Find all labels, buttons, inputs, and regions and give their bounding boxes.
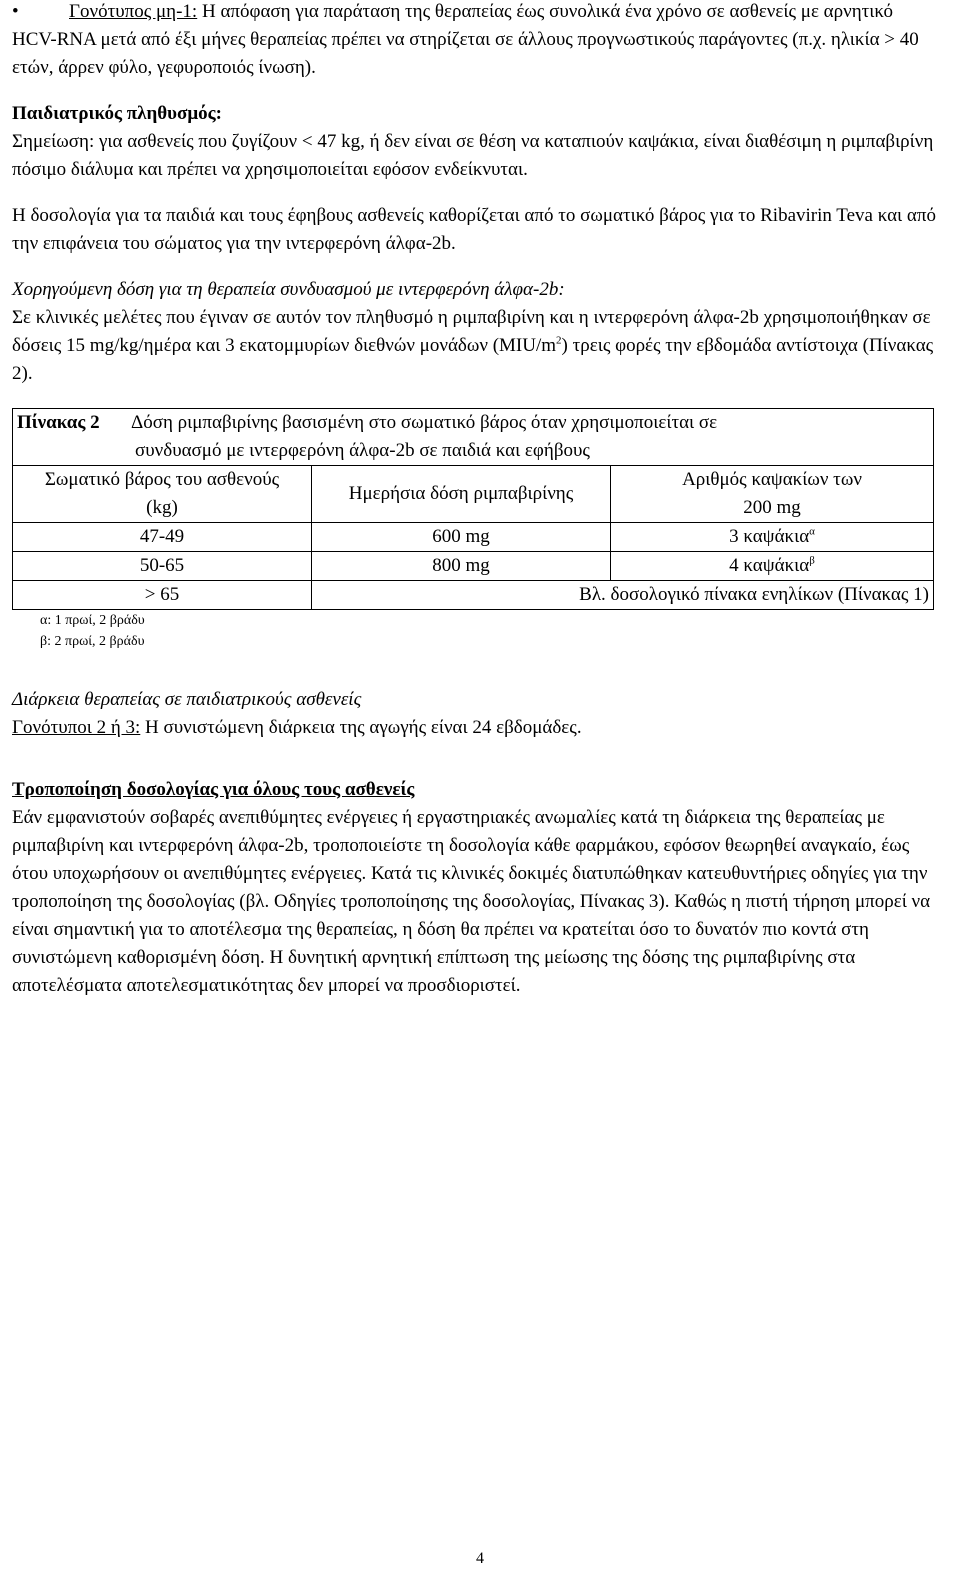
table-label: Πίνακας 2 <box>17 412 100 433</box>
row-weight: 50-65 <box>13 552 312 581</box>
row-dose: 800 mg <box>312 552 611 581</box>
header-weight-line-2: (kg) <box>146 497 178 518</box>
duration-heading: Διάρκεια θεραπείας σε παιδιατρικούς ασθενείς <box>12 689 362 710</box>
genotype-bullet <box>12 0 942 82</box>
footnote-b: β: 2 πρωί, 2 βράδυ <box>40 634 145 649</box>
combo-text-1: Σε κλινικές μελέτες που έγιναν σε αυτόν τον πληθυσμό η ριμπαβιρίνη και η ιντερφερόνη άλφα-2b χρησιμοποιήθηκαν σε δόσεις 15 mg/kg/ημέρα και 3 εκατομμυρίων διεθνών μονάδων (MIU/m <box>12 307 931 356</box>
row-capsules-sup: α <box>809 525 815 538</box>
modification-text: Εάν εμφανιστούν σοβαρές ανεπιθύμητες ενέργειες ή εργαστηριακές ανωμαλίες κατά τη διάρκεια της θεραπείας με ριμπαβιρίνη και ιντερφερόνη άλφα-2b, τροποποιείστε τη δοσολογία κάθε φαρμάκου, εφόσον θεωρηθεί αναγκαίο, έως ότου υποχωρήσουν οι ανεπιθύμητες ενέργειες. Κατά τις κλινικές δοκιμές διατυπώθηκαν κατευθυντήριες οδηγίες για την τροποποίηση της δοσολογίας (βλ. Οδηγίες τροποποίησης της δοσολογίας, Πίνακας 3). Καθώς η πιστή τήρηση μπορεί να είναι σημαντική για το αποτέλεσμα της θεραπείας, η δόση θα πρέπει να κρατείται όσο το δυνατόν πιο κοντά στη συνιστώμενη καθορισμένη δόση. Η δυνητική αρνητική επίπτωση της μείωσης της δόσης της ριμπαβιρίνης στα αποτελέσματα αποτελεσματικότητας δεν μπορεί να προσδιοριστεί. <box>12 807 931 996</box>
row-dose: 600 mg <box>312 523 611 552</box>
combo-heading: Χορηγούμενη δόση για τη θεραπεία συνδυασμού με ιντερφερόνη άλφα-2b: <box>12 279 565 300</box>
row-capsules-text: 3 καψάκια <box>729 526 810 547</box>
row-capsules <box>611 523 934 552</box>
document-page <box>12 0 942 1000</box>
bullet-label: Γονότυπος μη-1: <box>69 1 198 22</box>
table-caption-line-2: συνδυασμό με ιντερφερόνη άλφα-2b σε παιδιά και εφήβους <box>135 440 590 461</box>
duration-paragraph <box>12 714 942 742</box>
pediatric-dosing: Η δοσολογία για τα παιδιά και τους έφηβους ασθενείς καθορίζεται από το σωματικό βάρος για το Ribavirin Teva και από την επιφάνεια του σώματος για την ιντερφερόνη άλφα-2b. <box>12 205 936 254</box>
table-caption-row <box>13 409 934 466</box>
table-row <box>13 552 934 581</box>
header-capsules-line-2: 200 mg <box>743 497 801 518</box>
header-capsules-line-1: Αριθμός καψακίων των <box>682 469 862 490</box>
bullet-text: Η απόφαση για παράταση της θεραπείας έως συνολικά ένα χρόνο σε ασθενείς με αρνητικό HCV-RNA μετά από έξι μήνες θεραπείας πρέπει να στηρίζεται σε άλλους προγνωστικούς παράγοντες (π.χ. ηλικία > 40 ετών, άρρεν φύλο, γεφυροποιός ίνωση). <box>12 1 919 78</box>
modification-heading: Τροποποίηση δοσολογίας για όλους τους ασθενείς <box>12 779 415 800</box>
combo-text-2: ) τρεις φορές την εβδομάδα αντίστοιχα (Πίνακας 2). <box>12 335 934 384</box>
table-caption <box>13 409 934 466</box>
bullet-paragraph <box>12 0 942 82</box>
header-weight <box>13 466 312 523</box>
footnote-a: α: 1 πρωί, 2 βράδυ <box>40 613 145 628</box>
header-capsules <box>611 466 934 523</box>
table-row <box>13 581 934 610</box>
bullet-symbol: • <box>12 1 19 22</box>
combo-paragraph <box>12 304 942 388</box>
page-number: 4 <box>476 1550 484 1567</box>
header-dose: Ημερήσια δόση ριμπαβιρίνης <box>312 466 611 523</box>
pediatric-heading: Παιδιατρικός πληθυσμός: <box>12 103 222 124</box>
row-capsules <box>611 552 934 581</box>
row-weight: 47-49 <box>13 523 312 552</box>
combo-superscript: 2 <box>556 334 562 347</box>
table-caption-line-1: Δόση ριμπαβιρίνης βασισμένη στο σωματικό βάρος όταν χρησιμοποιείται σε <box>131 412 718 433</box>
row-merged: Βλ. δοσολογικό πίνακα ενηλίκων (Πίνακας 1) <box>312 581 934 610</box>
dose-table <box>12 408 934 610</box>
duration-text: Η συνιστώμενη διάρκεια της αγωγής είναι 24 εβδομάδες. <box>140 717 582 738</box>
duration-label: Γονότυποι 2 ή 3: <box>12 717 141 738</box>
pediatric-note: Σημείωση: για ασθενείς που ζυγίζουν < 47 kg, ή δεν είναι σε θέση να καταπιούν καψάκια, είναι διαθέσιμη η ριμπαβιρίνη πόσιμο διάλυμα και πρέπει να χρησιμοποιείται εφόσον ενδείκνυται. <box>12 131 934 180</box>
row-capsules-text: 4 καψάκια <box>729 555 810 576</box>
header-weight-line-1: Σωματικό βάρος του ασθενούς <box>44 469 280 490</box>
table-row <box>13 523 934 552</box>
row-weight: > 65 <box>13 581 312 610</box>
table-header-row <box>13 466 934 523</box>
row-capsules-sup: β <box>809 554 815 567</box>
